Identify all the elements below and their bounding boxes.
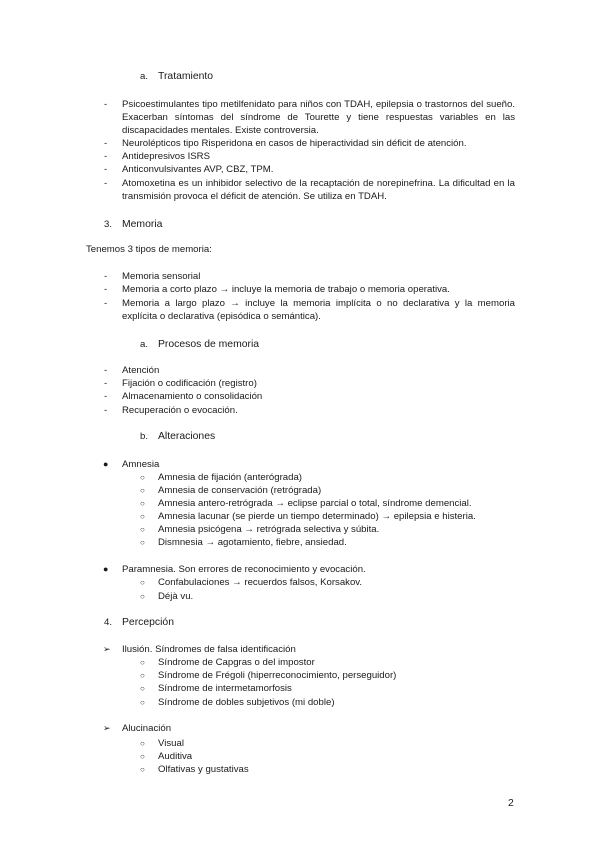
dash-bullet: -: [104, 365, 108, 376]
dot-bullet: ●: [103, 564, 109, 574]
circle-bullet: ○: [140, 698, 145, 707]
list-item: Amnesia de conservación (retrógrada): [158, 485, 322, 496]
heading-alteraciones: Alteraciones: [158, 431, 216, 442]
list-item: Déjà vu.: [158, 591, 194, 602]
list-item: Memoria a largo plazo → incluye la memoria implícita o no declarativa y la memoria explícita o declarativa (episódica o semántica).: [122, 298, 515, 322]
list-item: Auditiva: [158, 751, 193, 762]
list-item: Atención: [122, 365, 160, 376]
dash-bullet: -: [104, 391, 108, 402]
arrow-bullet: ➢: [103, 723, 111, 733]
list-item: Amnesia psicógena → retrógrada selectiva y súbita.: [158, 524, 380, 535]
list-item: Recuperación o evocación.: [122, 405, 238, 416]
list-item: Síndrome de Capgras o del impostor: [158, 657, 315, 668]
list-item: Psicoestimulantes tipo metilfenidato para niños con TDAH, epilepsia o trastornos del sueño. Exacerban síntomas del síndrome de Tourette y tiene respuestas variables en las discapacidades mentales. Existe controversia.: [122, 99, 515, 136]
list-item: Atomoxetina es un inhibidor selectivo de la recaptación de norepinefrina. La dificultad en la transmisión provoca el déficit de atención. Se utiliza en TDAH.: [122, 178, 515, 202]
dash-bullet: -: [104, 271, 108, 282]
circle-bullet: ○: [140, 525, 145, 534]
list-item: Olfativas y gustativas: [158, 764, 249, 775]
list-item: Antidepresivos ISRS: [122, 151, 210, 162]
circle-bullet: ○: [140, 658, 145, 667]
circle-bullet: ○: [140, 765, 145, 774]
list-item: Visual: [158, 738, 184, 749]
circle-bullet: ○: [140, 592, 145, 601]
dash-bullet: -: [104, 178, 108, 189]
dash-bullet: -: [104, 99, 108, 110]
list-item-alucinacion: Alucinación: [122, 723, 172, 734]
list-item-paramnesia: Paramnesia. Son errores de reconocimiento y evocación.: [122, 564, 366, 575]
list-item: Confabulaciones → recuerdos falsos, Korsakov.: [158, 577, 363, 588]
section-marker: 4.: [104, 617, 113, 628]
circle-bullet: ○: [140, 473, 145, 482]
list-item: Amnesia antero-retrógrada → eclipse parcial o total, síndrome demencial.: [158, 498, 472, 509]
list-item: Anticonvulsivantes AVP, CBZ, TPM.: [122, 164, 274, 175]
list-item-amnesia: Amnesia: [122, 459, 160, 470]
dash-bullet: -: [104, 138, 108, 149]
list-item: Memoria sensorial: [122, 271, 201, 282]
circle-bullet: ○: [140, 739, 145, 748]
circle-bullet: ○: [140, 499, 145, 508]
circle-bullet: ○: [140, 671, 145, 680]
subsection-marker: a.: [140, 339, 149, 350]
list-item: Síndrome de intermetamorfosis: [158, 683, 292, 694]
dash-bullet: -: [104, 151, 108, 162]
list-item: Amnesia de fijación (anterógrada): [158, 472, 302, 483]
circle-bullet: ○: [140, 538, 145, 547]
dot-bullet: ●: [103, 459, 109, 469]
subsection-marker: a.: [140, 71, 149, 82]
arrow-bullet: ➢: [103, 644, 111, 654]
subsection-marker: b.: [140, 431, 149, 442]
circle-bullet: ○: [140, 486, 145, 495]
heading-memoria: Memoria: [122, 219, 163, 230]
heading-tratamiento: Tratamiento: [158, 71, 214, 82]
list-item-ilusion: Ilusión. Síndromes de falsa identificación: [122, 644, 296, 655]
circle-bullet: ○: [140, 512, 145, 521]
dash-bullet: -: [104, 378, 108, 389]
section-marker: 3.: [104, 219, 113, 230]
dash-bullet: -: [104, 405, 108, 416]
list-item: Amnesia lacunar (se pierde un tiempo determinado) → epilepsia e histeria.: [158, 511, 476, 522]
dash-bullet: -: [104, 164, 108, 175]
dash-bullet: -: [104, 284, 108, 295]
paragraph-intro: Tenemos 3 tipos de memoria:: [86, 244, 212, 255]
heading-procesos: Procesos de memoria: [158, 339, 260, 350]
page-number: 2: [508, 798, 514, 809]
dash-bullet: -: [104, 298, 108, 309]
list-item: Fijación o codificación (registro): [122, 378, 257, 389]
list-item: Dismnesia → agotamiento, fiebre, ansiedad.: [158, 537, 347, 548]
list-item: Síndrome de Frégoli (hiperreconocimiento, perseguidor): [158, 670, 397, 681]
circle-bullet: ○: [140, 752, 145, 761]
circle-bullet: ○: [140, 578, 145, 587]
list-item: Memoria a corto plazo → incluye la memoria de trabajo o memoria operativa.: [122, 284, 450, 295]
list-item: Síndrome de dobles subjetivos (mi doble): [158, 697, 335, 708]
heading-percepcion: Percepción: [122, 617, 174, 628]
list-item: Almacenamiento o consolidación: [122, 391, 263, 402]
list-item: Neurolépticos tipo Risperidona en casos de hiperactividad sin déficit de atención.: [122, 138, 467, 149]
circle-bullet: ○: [140, 684, 145, 693]
